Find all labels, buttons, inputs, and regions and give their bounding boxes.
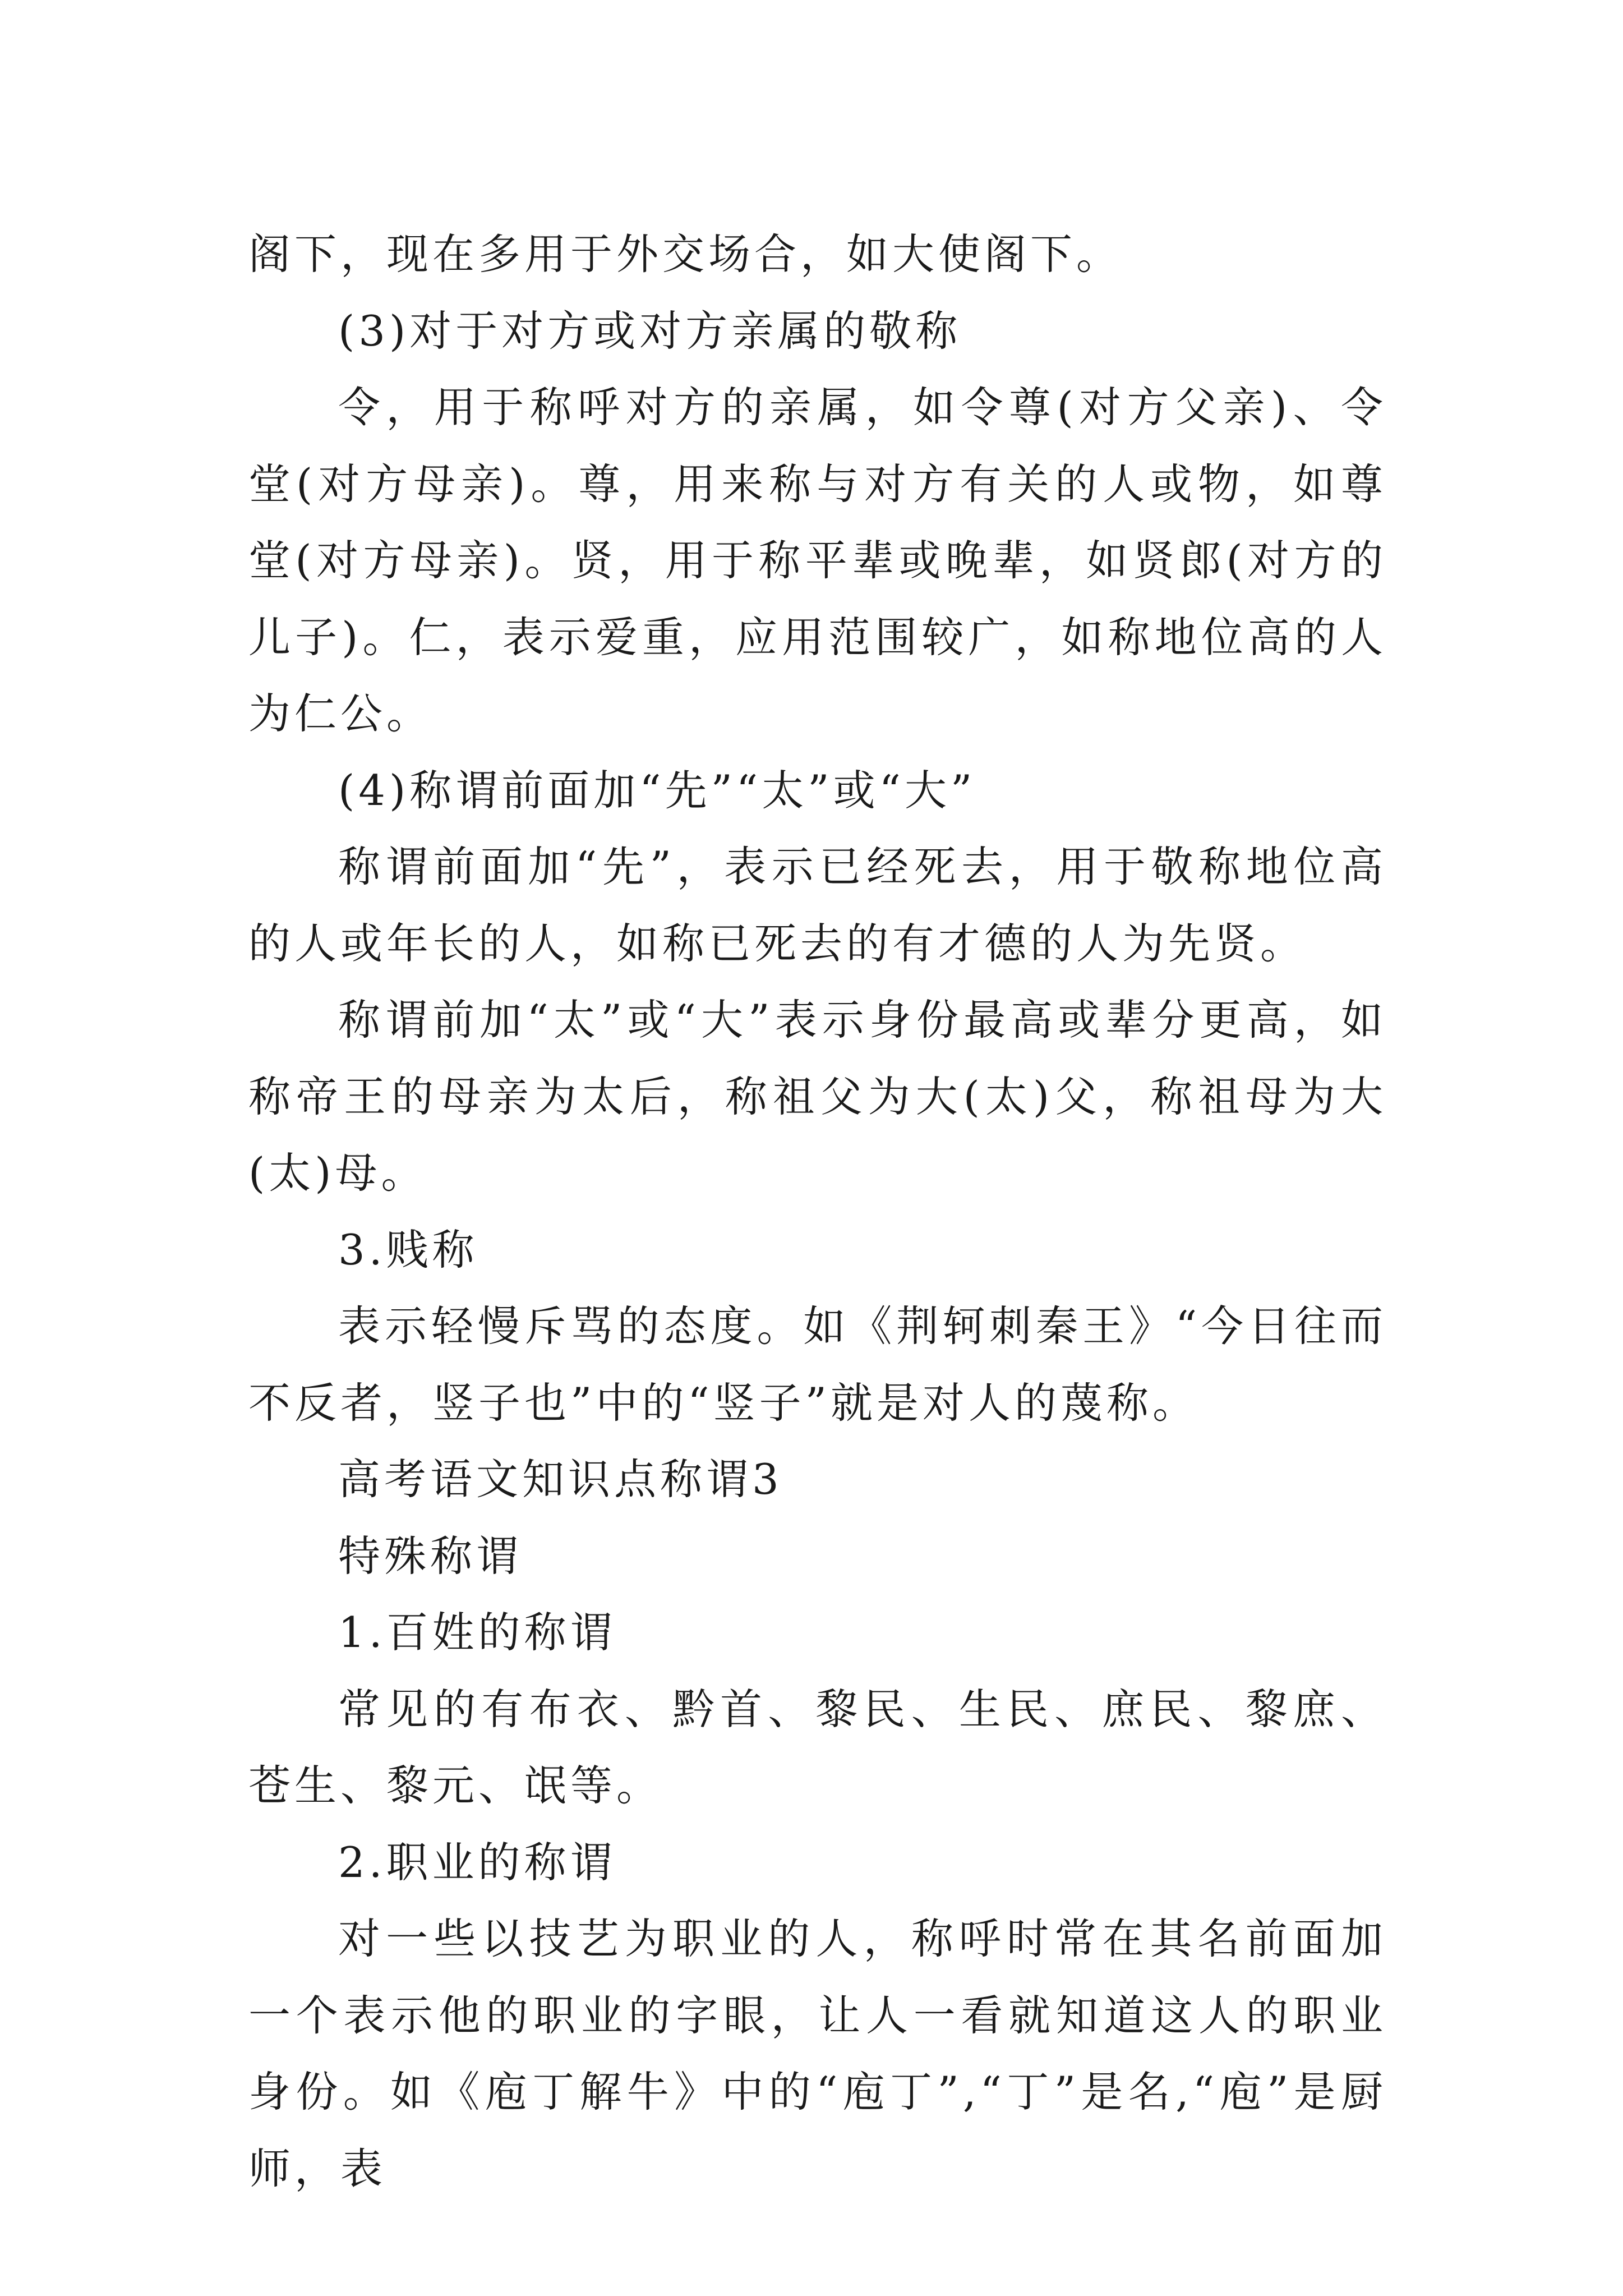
- paragraph-prefix-xian: 称谓前面加“先”，表示已经死去，用于敬称地位高的人或年长的人，如称已死去的有才德的人为先贤。: [248, 842, 1387, 968]
- paragraph-derogatory: 表示轻慢斥骂的态度。如《荆轲刺秦王》“今日往而不反者，竖子也”中的“竖子”就是对人的蔑称。: [248, 1301, 1387, 1428]
- article-title: 高考语文知识点称谓3: [338, 1455, 783, 1504]
- section-heading-derogatory: 3.贱称: [338, 1225, 478, 1274]
- subheading-honorific-relatives: (3)对于对方或对方亲属的敬称: [338, 306, 962, 356]
- subheading-prefix-xian-tai-da: (4)称谓前面加“先”“太”或“大”: [338, 765, 976, 815]
- subheading-occupation: 2.职业的称谓: [338, 1837, 616, 1887]
- subheading-common-people: 1.百姓的称谓: [338, 1608, 616, 1657]
- paragraph-common-people: 常见的有布衣、黔首、黎民、生民、庶民、黎庶、苍生、黎元、氓等。: [248, 1684, 1387, 1810]
- document-body: [248, 216, 1387, 2207]
- section-heading-special: 特殊称谓: [338, 1531, 523, 1581]
- paragraph-occupation: 对一些以技艺为职业的人，称呼时常在其名前面加一个表示他的职业的字眼，让人一看就知道这人的职业身份。如《庖丁解牛》中的“庖丁”,“丁”是名,“庖”是厨师，表: [248, 1914, 1387, 2193]
- paragraph-prefix-tai-da: 称谓前加“太”或“大”表示身份最高或辈分更高，如称帝王的母亲为太后，称祖父为大(太)父，称祖母为大(太)母。: [248, 995, 1387, 1198]
- paragraph-ling-zun-xian-ren: 令，用于称呼对方的亲属，如令尊(对方父亲)、令堂(对方母亲)。尊，用来称与对方有关的人或物，如尊堂(对方母亲)。贤，用于称平辈或晚辈，如贤郎(对方的儿子)。仁，表示爱重，应用范围较广，如称地位高的人为仁公。: [248, 383, 1387, 738]
- paragraph-continuation: 阁下，现在多用于外交场合，如大使阁下。: [248, 229, 1123, 279]
